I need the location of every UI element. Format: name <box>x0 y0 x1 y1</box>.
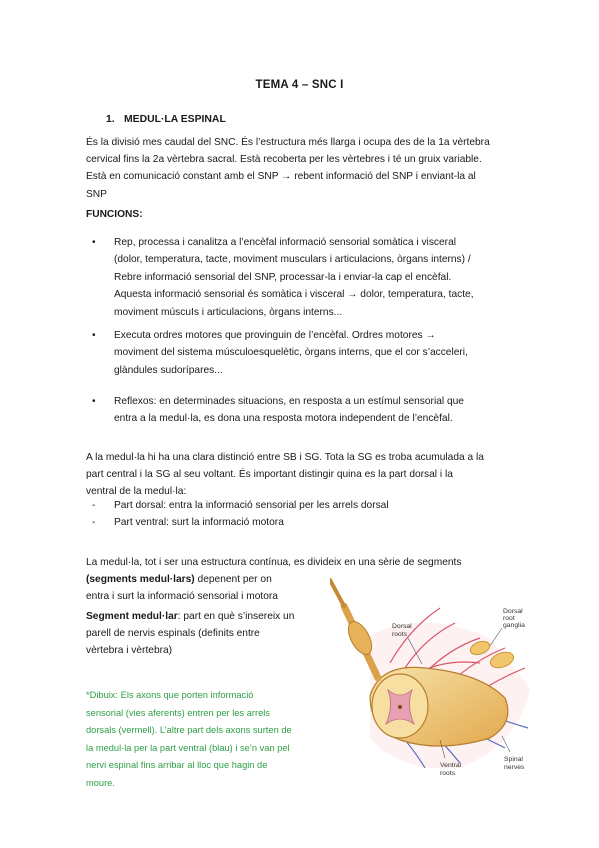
spinal-cord-illustration <box>330 568 538 780</box>
dash-item <box>92 497 389 514</box>
list-item <box>92 393 522 428</box>
figure-label: roots <box>440 770 456 777</box>
text-line: (dolor, temperatura, tacte, moviment musculars i articulacions, òrgans interns) / <box>114 254 471 266</box>
figure-label: roots <box>392 631 408 638</box>
figure-label: Ventral <box>440 762 462 769</box>
svg-text:Ventral <box>440 762 462 769</box>
bullet-marker: • <box>92 330 96 341</box>
text-line: Executa ordres motores que provinguin de l’encèfal. Ordres motores → <box>114 330 436 341</box>
segments-term: (segments medul·lars) <box>86 574 195 586</box>
dash-item <box>92 514 284 531</box>
bullet-marker: • <box>92 396 96 407</box>
dash-marker: - <box>92 500 96 511</box>
note-line: la medul·la per la part ventral (blau) i se’n van pel <box>86 742 290 753</box>
note-line: *Dibuix: Els axons que porten informació <box>86 690 254 700</box>
text-fragment: depenent per on <box>194 574 272 586</box>
text-line: SNP <box>86 188 107 200</box>
text-line: A la medul·la hi ha una clara distinció entre SB i SG. Tota la SG es troba acumulada a la <box>86 452 484 463</box>
part-ventral: Part ventral: surt la informació motora <box>114 517 284 528</box>
part-dorsal: Part dorsal: entra la informació sensorial per les arrels dorsal <box>114 500 389 511</box>
svg-text:nerves <box>504 764 525 771</box>
figure-label: Dorsal <box>503 608 523 615</box>
svg-text:root <box>503 615 515 622</box>
text-line: entra i surt la informació sensorial i motora <box>86 591 278 603</box>
text-line: És la divisió mes caudal del SNC. És l’estructura més llarga i ocupa des de la 1a vèrtebra <box>86 137 490 148</box>
svg-text:Dorsal <box>503 608 523 615</box>
svg-text:ganglia <box>503 622 525 629</box>
figure-label: ganglia <box>503 622 525 629</box>
section-title: MEDUL·LA ESPINAL <box>124 114 226 125</box>
sb-sg-paragraph <box>86 449 518 501</box>
bullet-marker: • <box>92 237 96 248</box>
text-line: Està en comunicació constant amb el SNP → rebent informació del SNP i enviant-la al <box>86 171 476 183</box>
text-line: entra a la medul·la, es dona una resposta motora independent de l’encèfal. <box>114 413 453 425</box>
text-line: moviment del sistema músculoesquelètic, òrgans interns, que el cor s’acceleri, <box>114 347 468 359</box>
dash-marker: - <box>92 517 96 528</box>
text-line <box>86 608 326 625</box>
dibuix-note <box>86 687 332 793</box>
funcions-heading: FUNCIONS: <box>86 209 143 220</box>
figure-label: Spinal <box>504 756 523 763</box>
text-line: Reflexos: en determinades situacions, en resposta a un estímul sensorial que <box>114 396 464 407</box>
note-line: sensorial (vies aferents) entren per les arrels <box>86 707 270 718</box>
text-line: Rep, processa i canalitza a l’encèfal informació sensorial somàtica i visceral <box>114 237 456 248</box>
note-line: dorsals (vermell). L’altre part dels axons surten de <box>86 725 292 736</box>
spinal-cord-drawing <box>330 568 538 780</box>
section-number: 1. <box>106 114 115 125</box>
list-item <box>92 327 522 379</box>
segment-definition <box>86 608 326 660</box>
svg-text:roots <box>440 770 456 777</box>
text-fragment: : part en què s’insereix un <box>177 611 295 622</box>
note-line: moure. <box>86 777 115 788</box>
text-line: Rebre informació sensorial del SNP, processar-la i enviar-la cap el encèfal. <box>114 271 452 283</box>
figure-label: root <box>503 615 515 622</box>
text-line: part central i la SG al seu voltant. És important distingir quina es la part dorsal i la <box>86 469 453 481</box>
text-line: Aquesta informació sensorial és somàtica i visceral → dolor, temperatura, tacte, <box>114 289 474 301</box>
page-title: TEMA 4 – SNC I <box>255 79 344 91</box>
figure-label: Dorsal <box>392 623 412 630</box>
text-line: parell de nervis espinals (definits entre <box>86 628 260 640</box>
text-line: ventral de la medul·la: <box>86 486 187 498</box>
text-line: cervical fins la 2a vèrtebra sacral. Està recoberta per les vèrtebres i té un gruix variable. <box>86 154 482 166</box>
list-item <box>92 234 522 321</box>
figure-label: nerves <box>504 764 525 771</box>
text-line: glàndules sudorípares... <box>114 364 223 376</box>
text-line: La medul·la, tot i ser una estructura contínua, es divideix en una sèrie de segments <box>86 557 462 568</box>
svg-text:Spinal <box>504 756 523 763</box>
intro-paragraph <box>86 134 518 203</box>
note-line: nervi espinal fins arribar al lloc que hagin de <box>86 760 268 771</box>
section-heading <box>106 114 226 125</box>
text-line: vèrtebra i vèrtebra) <box>86 645 173 657</box>
svg-text:roots <box>392 631 408 638</box>
definition-term: Segment medul·lar <box>86 611 178 622</box>
text-line: moviment múscuIs i articulacions, òrgans interns... <box>114 306 343 318</box>
svg-text:Dorsal <box>392 623 412 630</box>
